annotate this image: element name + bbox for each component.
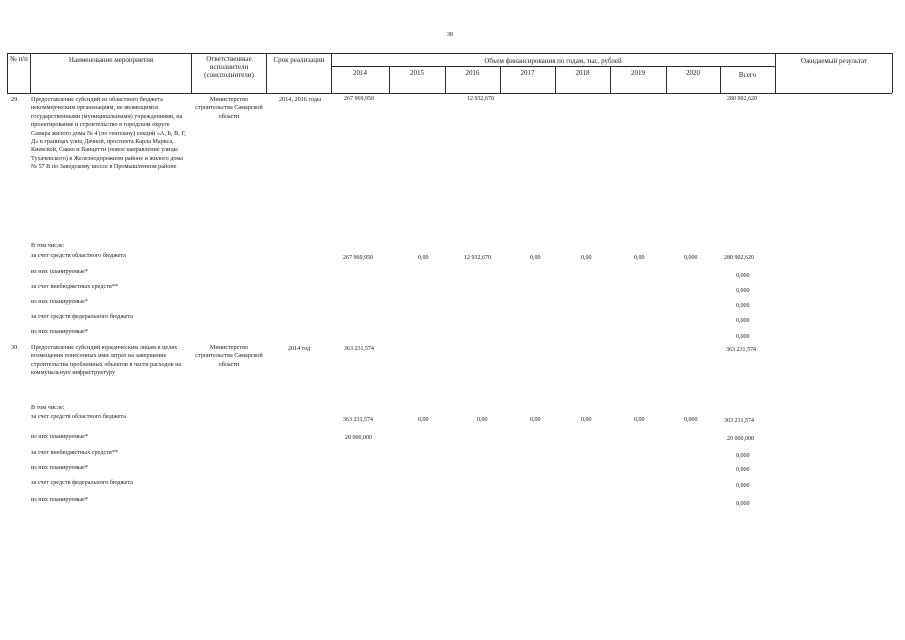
row-number: 30. bbox=[11, 344, 19, 351]
sub-value-total: 0,000 bbox=[736, 501, 750, 507]
sub-label: из них планируемые* bbox=[31, 328, 89, 335]
row-period: 2014, 2016 годы bbox=[279, 96, 321, 103]
sub-label: из них планируемые* bbox=[31, 268, 89, 275]
sub-value-total: 0,000 bbox=[736, 288, 750, 294]
sub-value-total: 20 000,000 bbox=[727, 436, 754, 442]
sub-label: из них планируемые* bbox=[31, 464, 89, 471]
header-funding: Объем финансирования по годам, тыс. рублей bbox=[484, 57, 622, 65]
sub-value-2017: 0,00 bbox=[530, 417, 541, 423]
sub-label: из них планируемые* bbox=[31, 496, 89, 503]
sub-label: за счет внебюджетных средств** bbox=[31, 283, 119, 290]
row-value-total: 280 902,620 bbox=[727, 96, 757, 102]
sub-label: за счет средств областного бюджета bbox=[31, 252, 126, 259]
header-year-2017: 2017 bbox=[520, 69, 535, 77]
sub-label: за счет средств областного бюджета bbox=[31, 413, 126, 420]
header-num: № п/п bbox=[10, 55, 28, 63]
sub-value-2016: 12 932,670 bbox=[464, 255, 491, 261]
header-year-2019: 2019 bbox=[631, 69, 645, 77]
header-responsible: Ответственные исполнители (соисполнители) bbox=[204, 55, 254, 79]
sub-value-2018: 0,00 bbox=[581, 255, 592, 261]
sub-value-2015: 0,00 bbox=[418, 255, 429, 261]
sub-value-total: 0,000 bbox=[736, 303, 750, 309]
header-period: Срок реализации bbox=[273, 56, 325, 64]
row-period: 2014 год bbox=[287, 345, 311, 352]
row-value-2014: 363 231,574 bbox=[344, 346, 374, 352]
sub-label: за счет средств федерального бюджета bbox=[31, 479, 133, 486]
sub-value-total: 0,000 bbox=[736, 453, 750, 459]
sub-value-2019: 0,00 bbox=[634, 417, 645, 423]
sub-value-2015: 0,00 bbox=[418, 417, 429, 423]
row-value-2014: 267 969,950 bbox=[344, 96, 374, 102]
row-responsible: Министерство строительства Самарской области bbox=[195, 344, 263, 368]
including-label: В том числе: bbox=[31, 242, 65, 249]
row-value-2016: 12 932,670 bbox=[467, 96, 494, 102]
sub-value-2014: 267 969,950 bbox=[343, 255, 373, 261]
header-year-2015: 2015 bbox=[410, 69, 424, 77]
sub-value-2014: 20 000,000 bbox=[345, 435, 372, 441]
sub-label: за счет внебюджетных средств** bbox=[31, 449, 119, 456]
row-name: Предоставление субсидий из областного бюджета некоммерческим организациям, не являющимся государственными (муниципальными) учреждениями, на проектирование и строительство в городском округе Самара жилого дома № 4 (по генплану) секций «А, Б, В, Г, Д» в границах улиц Дачной, проспекта Карла Маркса, Киевской, Сакко и Ванцетти (новое направление улицы Тухачевского) в Железнодорожном районе и жилого дома № 57 В по Заводскому шоссе в Промышленном районе bbox=[31, 96, 186, 171]
row-name: Предоставление субсидий юридическим лицам в целях возмещения понесенных ими затрат на завершение строительства проблемных объектов в части расходов на коммунальную инфраструктуру bbox=[31, 344, 182, 377]
row-number: 29. bbox=[11, 96, 19, 103]
including-label: В том числе: bbox=[31, 404, 65, 411]
sub-value-2019: 0,00 bbox=[634, 255, 645, 261]
sub-value-2014: 363 231,574 bbox=[343, 417, 373, 423]
sub-value-2020: 0,000 bbox=[684, 417, 698, 423]
sub-value-total: 363 231,574 bbox=[724, 418, 754, 424]
sub-value-total: 280 902,620 bbox=[724, 255, 754, 261]
sub-value-total: 0,000 bbox=[736, 318, 750, 324]
sub-value-total: 0,000 bbox=[736, 483, 750, 489]
header-total: Всего bbox=[738, 71, 757, 79]
sub-value-total: 0,000 bbox=[736, 273, 750, 279]
header-year-2014: 2014 bbox=[353, 69, 367, 77]
row-responsible: Министерство строительства Самарской области bbox=[195, 96, 263, 120]
sub-value-2018: 0,00 bbox=[581, 417, 592, 423]
sub-value-2020: 0,000 bbox=[684, 255, 698, 261]
page-number: 38 bbox=[447, 32, 453, 38]
header-year-2016: 2016 bbox=[465, 69, 480, 77]
header-year-2018: 2018 bbox=[575, 69, 590, 77]
header-result: Ожидаемый результат bbox=[800, 57, 868, 65]
row-value-total: 363 231,574 bbox=[726, 347, 756, 353]
sub-label: из них планируемые* bbox=[31, 298, 89, 305]
sub-value-total: 0,000 bbox=[736, 467, 750, 473]
sub-value-total: 0,000 bbox=[736, 334, 750, 340]
header-year-2020: 2020 bbox=[686, 69, 700, 77]
sub-value-2016: 0,00 bbox=[477, 417, 488, 423]
sub-label: за счет средств федерального бюджета bbox=[31, 313, 133, 320]
sub-value-2017: 0,00 bbox=[530, 255, 541, 261]
header-name: Наименование мероприятия bbox=[68, 56, 154, 64]
sub-label: из них планируемые* bbox=[31, 433, 89, 440]
